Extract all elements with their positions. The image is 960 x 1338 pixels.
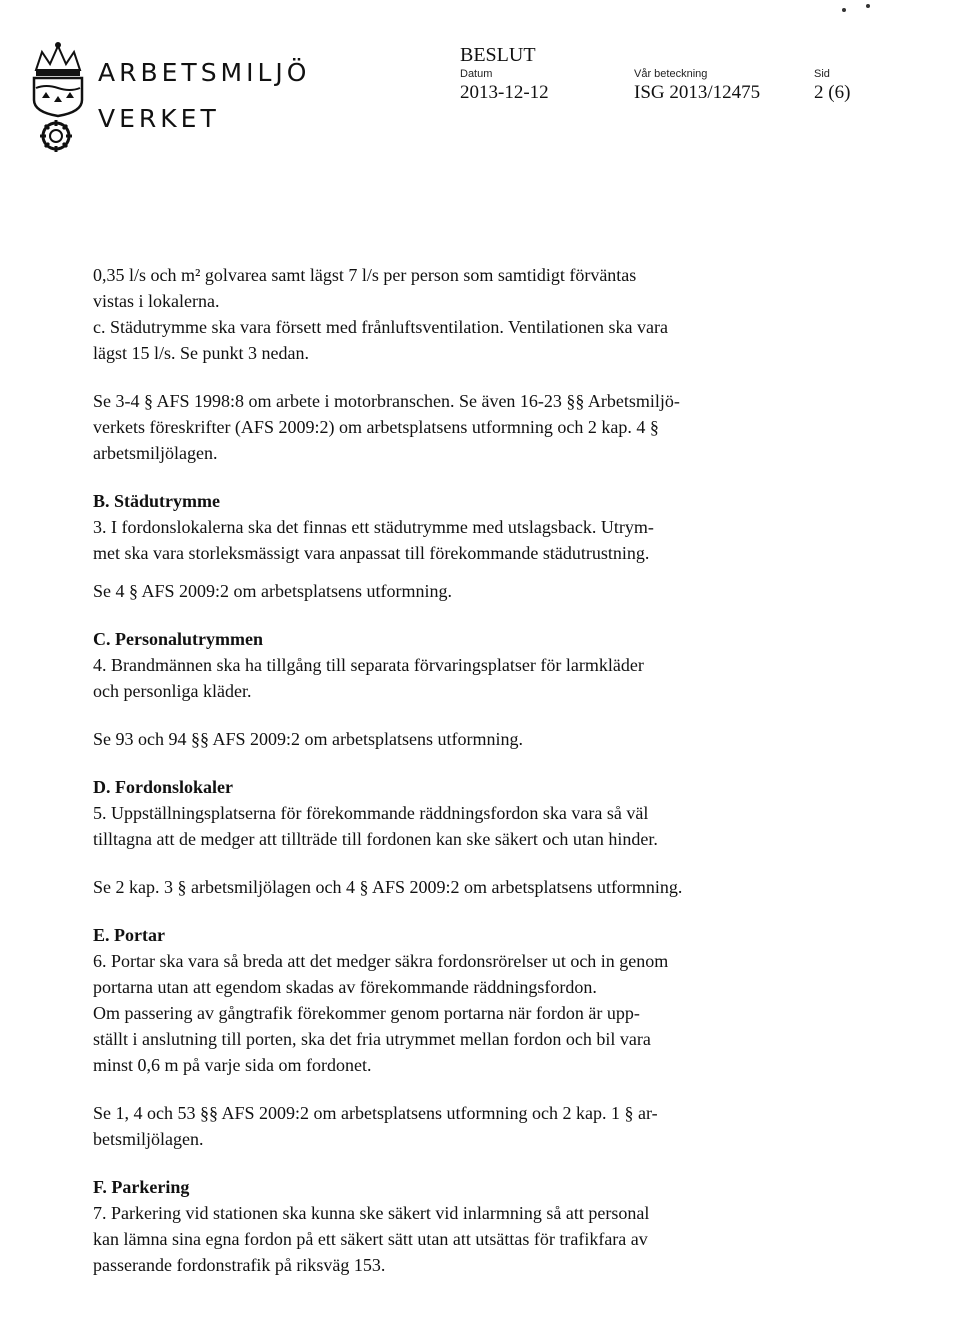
text-line: lägst 15 l/s. Se punkt 3 nedan.	[93, 343, 309, 363]
text-line: kan lämna sina egna fordon på ett säkert sätt utan att utsättas för trafikfara av	[93, 1229, 648, 1249]
org-name-line2: VERKET	[98, 104, 220, 133]
text-line: 7. Parkering vid stationen ska kunna ske säkert vid inlarmning så att personal	[93, 1203, 650, 1223]
text-line: arbetsmiljölagen.	[93, 443, 218, 463]
date-label: Datum	[460, 68, 493, 80]
text-line: c. Städutrymme ska vara försett med frånluftsventilation. Ventilationen ska vara	[93, 317, 668, 337]
text-line: met ska vara storleksmässigt vara anpassat till förekommande städutrustning.	[93, 543, 650, 563]
scan-speck	[842, 8, 846, 12]
section-heading-e: E. Portar	[93, 925, 165, 945]
date-value: 2013-12-12	[460, 82, 549, 103]
reference-line: Se 1, 4 och 53 §§ AFS 2009:2 om arbetsplatsens utformning och 2 kap. 1 § ar-	[93, 1103, 658, 1123]
text-line: vistas i lokalerna.	[93, 291, 220, 311]
reference-label: Vår beteckning	[634, 68, 708, 80]
document-type: BESLUT	[460, 44, 536, 66]
text-line: och personliga kläder.	[93, 681, 252, 701]
reference-line: betsmiljölagen.	[93, 1129, 204, 1149]
org-name-line1: ARBETSMILJÖ	[98, 58, 311, 87]
reference-value: ISG 2013/12475	[634, 82, 761, 103]
page-label: Sid	[814, 68, 830, 80]
text-line: 6. Portar ska vara så breda att det medger säkra fordonsrörelser ut och in genom	[93, 951, 669, 971]
reference-line: Se 4 § AFS 2009:2 om arbetsplatsens utformning.	[93, 581, 452, 601]
section-heading-c: C. Personalutrymmen	[93, 629, 263, 649]
section-heading-d: D. Fordonslokaler	[93, 777, 234, 797]
text-line: 5. Uppställningsplatserna för förekommande räddningsfordon ska vara så väl	[93, 803, 649, 823]
text-line: Om passering av gångtrafik förekommer genom portarna när fordon är upp-	[93, 1003, 640, 1023]
text-line: 0,35 l/s och m² golvarea samt lägst 7 l/s per person som samtidigt förväntas	[93, 265, 637, 285]
section-heading-b: B. Städutrymme	[93, 491, 220, 511]
text-line: passerande fordonstrafik på riksväg 153.	[93, 1255, 386, 1275]
text-line: portarna utan att egendom skadas av förekommande räddningsfordon.	[93, 977, 597, 997]
scan-speck	[866, 4, 870, 8]
text-line: minst 0,6 m på varje sida om fordonet.	[93, 1055, 372, 1075]
text-line: 4. Brandmännen ska ha tillgång till separata förvaringsplatser för larmkläder	[93, 655, 644, 675]
crest-logo-icon	[22, 40, 94, 152]
reference-line: Se 93 och 94 §§ AFS 2009:2 om arbetsplatsens utformning.	[93, 729, 523, 749]
section-heading-f: F. Parkering	[93, 1177, 190, 1197]
document-body	[93, 262, 853, 1278]
reference-line: Se 2 kap. 3 § arbetsmiljölagen och 4 § AFS 2009:2 om arbetsplatsens utformning.	[93, 877, 683, 897]
page-value: 2 (6)	[814, 82, 851, 103]
text-line: ställt i anslutning till porten, ska det fria utrymmet mellan fordon och bil vara	[93, 1029, 651, 1049]
text-line: verkets föreskrifter (AFS 2009:2) om arbetsplatsens utformning och 2 kap. 4 §	[93, 417, 659, 437]
text-line: 3. I fordonslokalerna ska det finnas ett städutrymme med utslagsback. Utrym-	[93, 517, 654, 537]
text-line: Se 3-4 § AFS 1998:8 om arbete i motorbranschen. Se även 16-23 §§ Arbetsmiljö-	[93, 391, 680, 411]
text-line: tilltagna att de medger att tillträde till fordonen kan ske säkert och utan hinder.	[93, 829, 658, 849]
